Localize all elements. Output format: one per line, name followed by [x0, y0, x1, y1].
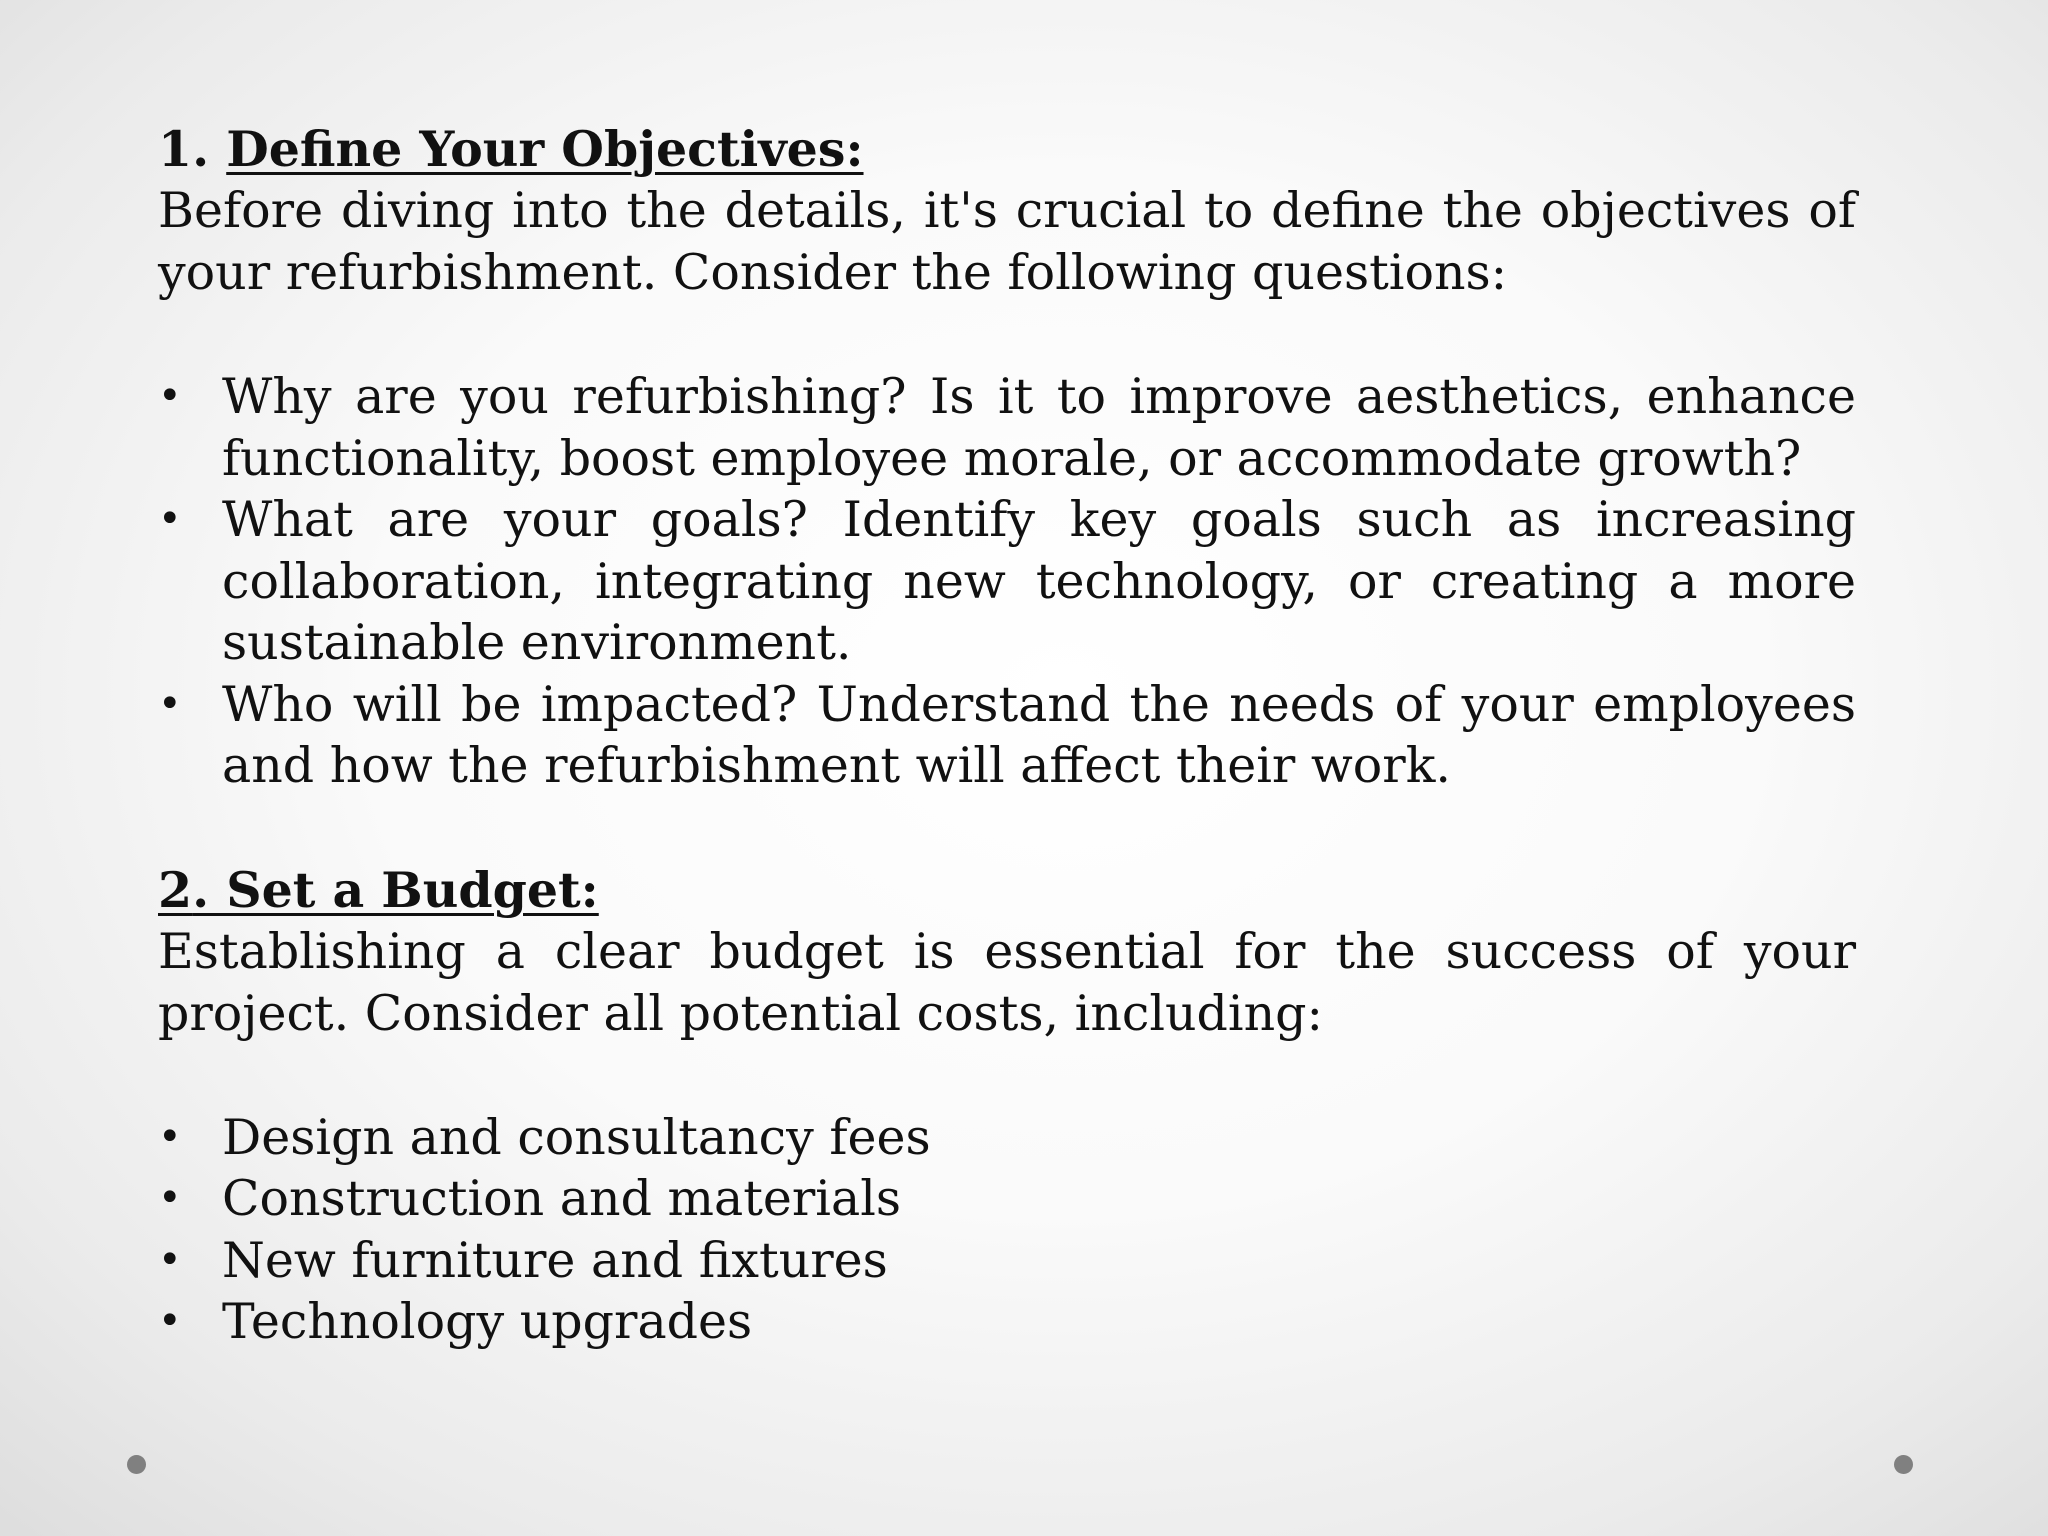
section-2-bullet-list: [158, 1107, 1856, 1353]
slide-content: [158, 118, 1856, 1353]
section-2-title: . Set a Budget:: [192, 860, 599, 919]
section-1-bullet-list: [158, 366, 1856, 797]
section-1-heading: [158, 118, 1856, 180]
section-2-intro: Establishing a clear budget is essential for the success of your project. Consider all potential costs, including:: [158, 922, 1856, 1042]
section-1-title: Define Your Objectives:: [226, 120, 864, 178]
bullet-icon: •: [158, 373, 182, 419]
bullet-icon: •: [158, 496, 182, 542]
bullet-icon: •: [158, 1236, 182, 1283]
list-item: • Technology upgrades: [158, 1291, 1856, 1353]
bullet-icon: •: [158, 1298, 182, 1344]
list-item: • Why are you refurbishing? Is it to improve aesthetics, enhance functionality, boost employee morale, or accommodate growth?: [158, 368, 1856, 487]
section-2-heading: [158, 859, 1856, 921]
list-item: • Construction and materials: [158, 1168, 1856, 1230]
section-1-intro: Before diving into the details, it's crucial to define the objectives of your refurbishment. Consider the following questions:: [158, 182, 1856, 301]
bullet-icon: •: [158, 1175, 182, 1221]
slide-corner-dot-right-icon: [1894, 1455, 1913, 1474]
list-item: • New furniture and fixtures: [158, 1230, 1856, 1292]
section-1-number: 1.: [158, 120, 210, 178]
bullet-icon: •: [158, 680, 182, 727]
list-item: • What are your goals? Identify key goals such as increasing collaboration, integrating new technology, or creating a more sustainable environment.: [158, 491, 1856, 671]
slide-corner-dot-left-icon: [127, 1455, 146, 1474]
list-item: • Design and consultancy fees: [158, 1107, 1856, 1169]
bullet-icon: •: [158, 1113, 182, 1160]
section-2-number: 2: [158, 860, 193, 919]
list-item: • Who will be impacted? Understand the needs of your employees and how the refurbishment will affect their work.: [158, 675, 1856, 794]
